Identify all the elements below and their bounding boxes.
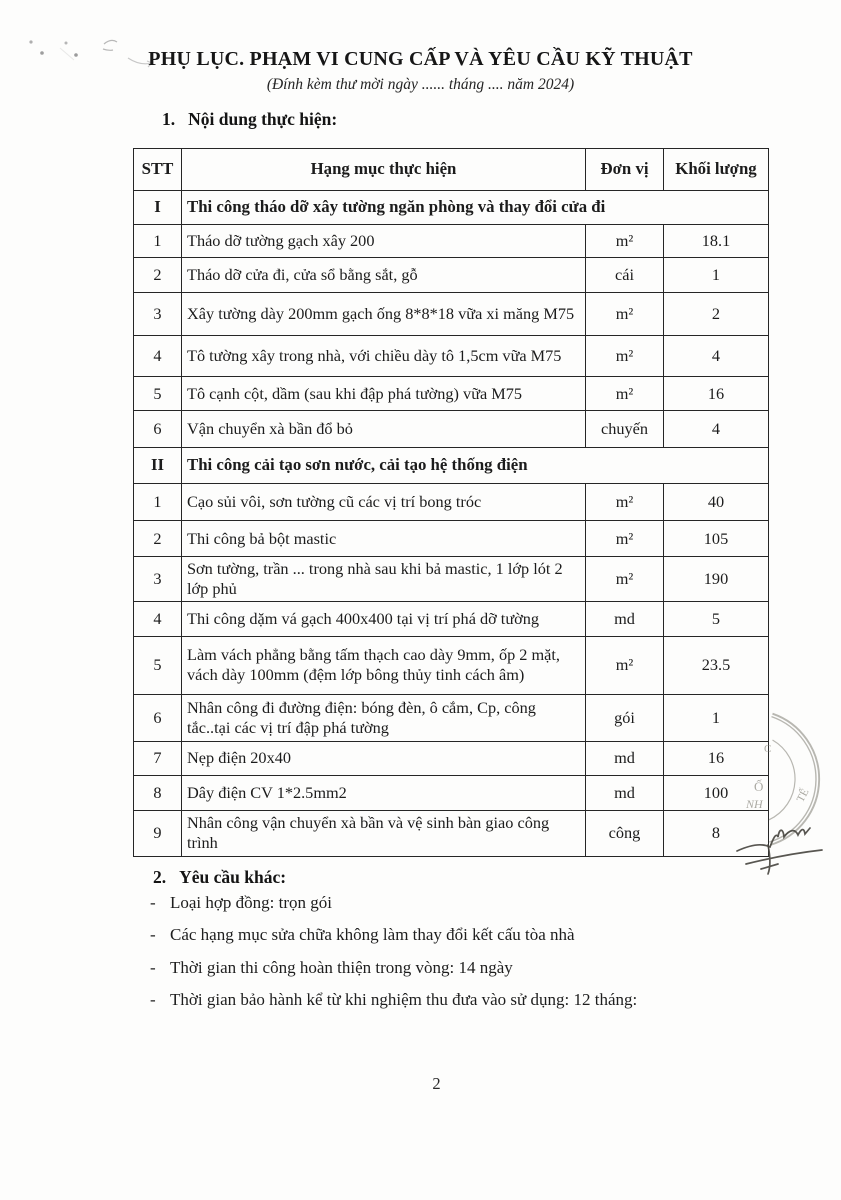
section-2-heading: [153, 867, 286, 888]
item-cell: Tháo dỡ cửa đi, cửa sổ bằng sắt, gỗ: [182, 258, 586, 293]
table-row: [134, 293, 769, 336]
row-number-cell: 4: [134, 336, 182, 377]
unit-cell: m²: [586, 377, 664, 411]
quantity-cell: 4: [664, 336, 769, 377]
table-row: [134, 741, 769, 775]
row-number-cell: 3: [134, 293, 182, 336]
section-2-number: 2.: [153, 867, 167, 887]
table-header-row: [134, 149, 769, 191]
item-cell: Nhân công vận chuyển xà bần và vệ sinh bàn giao công trình: [182, 810, 586, 856]
unit-cell: m²: [586, 521, 664, 557]
table-row: [134, 557, 769, 602]
stamp-letter: TẾ: [794, 786, 812, 805]
table-row: [134, 521, 769, 557]
stamp-letter: Ố: [754, 779, 764, 794]
list-item: [150, 925, 770, 945]
unit-cell: công: [586, 810, 664, 856]
row-number-cell: 1: [134, 484, 182, 521]
unit-cell: md: [586, 741, 664, 775]
item-cell: Tô cạnh cột, dầm (sau khi đập phá tường) vữa M75: [182, 377, 586, 411]
table-section-row: [134, 448, 769, 484]
quantity-cell: 105: [664, 521, 769, 557]
requirements-list: [150, 893, 770, 1023]
table-row: [134, 336, 769, 377]
quantity-cell: 40: [664, 484, 769, 521]
stamp-letter: NH: [746, 797, 763, 811]
header-quantity: Khối lượng: [664, 149, 769, 191]
quantity-cell: 16: [664, 377, 769, 411]
item-cell: Thi công bả bột mastic: [182, 521, 586, 557]
section-1-heading: [162, 109, 337, 130]
bullet-dash: -: [150, 990, 156, 1010]
table-row: [134, 411, 769, 448]
unit-cell: md: [586, 601, 664, 636]
row-number-cell: 9: [134, 810, 182, 856]
unit-cell: m²: [586, 293, 664, 336]
quantity-cell: 1: [664, 694, 769, 741]
work-items-table: [133, 148, 772, 857]
unit-cell: m²: [586, 336, 664, 377]
section-1-number: 1.: [162, 109, 176, 129]
row-number-cell: 5: [134, 377, 182, 411]
section-1-title: Nội dung thực hiện:: [188, 109, 338, 129]
round-stamp-partial: [769, 714, 819, 845]
row-number-cell: 2: [134, 521, 182, 557]
quantity-cell: 1: [664, 258, 769, 293]
header-item: Hạng mục thực hiện: [182, 149, 586, 191]
document-subtitle: (Đính kèm thư mời ngày ...... tháng .... năm 2024): [266, 76, 575, 93]
item-cell: Nhân công đi đường điện: bóng đèn, ô cắm, Cp, công tắc..tại các vị trí đập phá tường: [182, 694, 586, 741]
bullet-text: Thời gian thi công hoàn thiện trong vòng: 14 ngày: [170, 957, 513, 977]
list-item: [150, 990, 770, 1010]
list-item: [150, 893, 770, 913]
quantity-cell: 23.5: [664, 636, 769, 694]
list-item: [150, 958, 770, 978]
row-number-cell: 8: [134, 775, 182, 810]
row-number-cell: 6: [134, 411, 182, 448]
table-row: [134, 601, 769, 636]
header-unit: Đơn vị: [586, 149, 664, 191]
stamp-letter: C: [764, 743, 772, 755]
row-number-cell: 7: [134, 741, 182, 775]
table-row: [134, 225, 769, 258]
row-number-cell: 3: [134, 557, 182, 602]
bullet-dash: -: [150, 893, 156, 912]
quantity-cell: 16: [664, 741, 769, 775]
row-number-cell: I: [134, 191, 182, 225]
table-row: [134, 484, 769, 521]
unit-cell: gói: [586, 694, 664, 741]
section-title-cell: Thi công tháo dỡ xây tường ngăn phòng và thay đổi cửa đi: [182, 191, 769, 225]
table-row: [134, 258, 769, 293]
item-cell: Tháo dỡ tường gạch xây 200: [182, 225, 586, 258]
quantity-cell: 2: [664, 293, 769, 336]
item-cell: Thi công dặm vá gạch 400x400 tại vị trí phá dỡ tường: [182, 601, 586, 636]
row-number-cell: 1: [134, 225, 182, 258]
page-number: 2: [432, 1074, 441, 1093]
item-cell: Vận chuyển xà bần đổ bỏ: [182, 411, 586, 448]
quantity-cell: 5: [664, 601, 769, 636]
table-section-row: [134, 191, 769, 225]
table-row: [134, 775, 769, 810]
row-number-cell: II: [134, 448, 182, 484]
section-title-cell: Thi công cải tạo sơn nước, cải tạo hệ thống điện: [182, 448, 769, 484]
item-cell: Làm vách phẳng bằng tấm thạch cao dày 9mm, ốp 2 mặt, vách dày 100mm (đệm lớp bông thủy tinh cách âm): [182, 636, 586, 694]
row-number-cell: 6: [134, 694, 182, 741]
table-row: [134, 636, 769, 694]
unit-cell: m²: [586, 225, 664, 258]
table-row: [134, 377, 769, 411]
header-stt: STT: [134, 149, 182, 191]
bullet-dash: -: [150, 957, 156, 977]
item-cell: Nẹp điện 20x40: [182, 741, 586, 775]
unit-cell: cái: [586, 258, 664, 293]
unit-cell: chuyến: [586, 411, 664, 448]
unit-cell: m²: [586, 484, 664, 521]
quantity-cell: 8: [664, 810, 769, 856]
bullet-dash: -: [150, 925, 156, 945]
document-title: PHỤ LỤC. PHẠM VI CUNG CẤP VÀ YÊU CẦU KỸ THUẬT: [148, 48, 693, 70]
row-number-cell: 5: [134, 636, 182, 694]
section-2-title: Yêu cầu khác:: [179, 867, 287, 887]
item-cell: Xây tường dày 200mm gạch ống 8*8*18 vữa xi măng M75: [182, 293, 586, 336]
row-number-cell: 2: [134, 258, 182, 293]
item-cell: Sơn tường, trần ... trong nhà sau khi bả mastic, 1 lớp lót 2 lớp phủ: [182, 557, 586, 602]
unit-cell: m²: [586, 557, 664, 602]
quantity-cell: 100: [664, 775, 769, 810]
item-cell: Dây điện CV 1*2.5mm2: [182, 775, 586, 810]
row-number-cell: 4: [134, 601, 182, 636]
quantity-cell: 4: [664, 411, 769, 448]
table-row: [134, 810, 769, 856]
unit-cell: m²: [586, 636, 664, 694]
bullet-text: Loại hợp đồng: trọn gói: [170, 893, 332, 912]
quantity-cell: 18.1: [664, 225, 769, 258]
bullet-text: Thời gian bảo hành kể từ khi nghiệm thu đưa vào sử dụng: 12 tháng:: [170, 990, 638, 1010]
item-cell: Tô tường xây trong nhà, với chiều dày tô 1,5cm vữa M75: [182, 336, 586, 377]
item-cell: Cạo sủi vôi, sơn tường cũ các vị trí bong tróc: [182, 484, 586, 521]
unit-cell: md: [586, 775, 664, 810]
table-row: [134, 694, 769, 741]
bullet-text: Các hạng mục sửa chữa không làm thay đổi kết cấu tòa nhà: [170, 925, 575, 945]
quantity-cell: 190: [664, 557, 769, 602]
